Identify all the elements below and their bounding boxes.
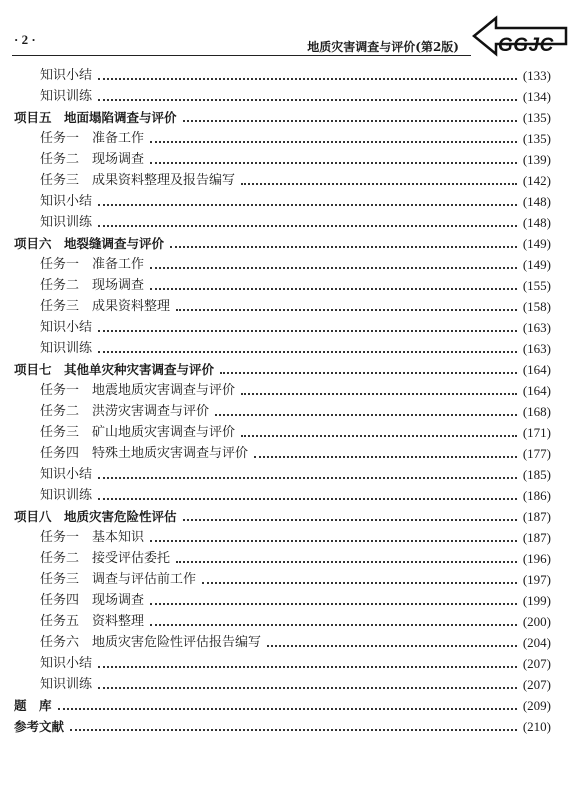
toc-entry[interactable] (0, 401, 571, 422)
toc-entry[interactable] (0, 380, 571, 401)
toc-entry-title: 题 库 (14, 698, 52, 713)
toc-entry-title: 任务一 准备工作 (40, 131, 145, 146)
toc-entry-title: 任务三 成果资料整理 (40, 299, 171, 314)
toc-entry-title: 任务五 资料整理 (40, 614, 145, 629)
toc-entry-title: 知识训练 (40, 215, 93, 230)
dot-leader (202, 582, 517, 584)
toc-entry-title: 项目七 其他单灾种灾害调查与评价 (14, 362, 215, 377)
toc-page-number: (142) (522, 173, 551, 188)
page-number: · 2 · (14, 32, 36, 47)
dot-leader (241, 435, 517, 437)
toc-section-entry[interactable] (0, 107, 571, 128)
toc-entry[interactable] (0, 569, 571, 590)
toc-entry-title: 知识训练 (40, 488, 93, 503)
toc-entry-title: 知识训练 (40, 89, 93, 104)
header-rule (12, 55, 471, 56)
dot-leader (254, 456, 517, 458)
toc-section-entry[interactable] (0, 716, 571, 737)
toc-page-number: (163) (522, 320, 551, 335)
toc-page-number: (171) (522, 425, 551, 440)
toc-entry[interactable] (0, 170, 571, 191)
dot-leader (150, 162, 517, 164)
dot-leader (150, 624, 517, 626)
toc-entry-title: 知识训练 (40, 341, 93, 356)
toc-entry[interactable] (0, 422, 571, 443)
toc-entry-title: 参考文献 (14, 719, 65, 734)
toc-entry-title: 任务二 接受评估委托 (40, 551, 171, 566)
toc-page-number: (199) (522, 593, 551, 608)
toc-entry[interactable] (0, 632, 571, 653)
toc-page-number: (187) (522, 509, 551, 524)
toc-page-number: (133) (522, 68, 551, 83)
toc-entry-title: 任务二 洪涝灾害调查与评价 (40, 404, 210, 419)
dot-leader (215, 414, 517, 416)
publisher-logo (470, 14, 568, 58)
toc-entry[interactable] (0, 464, 571, 485)
toc-entry-title: 任务三 成果资料整理及报告编写 (40, 173, 236, 188)
toc-page-number: (187) (522, 530, 551, 545)
toc-entry[interactable] (0, 611, 571, 632)
dot-leader (98, 477, 517, 479)
book-title: 地质灾害调查与评价(第2版) (307, 40, 459, 54)
dot-leader (241, 393, 517, 395)
toc-entry[interactable] (0, 128, 571, 149)
dot-leader (98, 78, 517, 80)
toc-entry-title: 知识小结 (40, 467, 93, 482)
toc-page-number: (209) (522, 698, 551, 713)
toc-entry-title: 知识训练 (40, 677, 93, 692)
dot-leader (98, 225, 517, 227)
toc-page-number: (186) (522, 488, 551, 503)
toc-entry[interactable] (0, 548, 571, 569)
dot-leader (70, 729, 517, 731)
toc-page-number: (204) (522, 635, 551, 650)
toc-entry[interactable] (0, 590, 571, 611)
toc-page-number: (148) (522, 215, 551, 230)
toc-entry-title: 任务三 矿山地质灾害调查与评价 (40, 425, 236, 440)
toc-entry[interactable] (0, 212, 571, 233)
dot-leader (267, 645, 517, 647)
toc-page-number: (134) (522, 89, 551, 104)
toc-page-number: (135) (522, 110, 551, 125)
toc-page-number: (207) (522, 656, 551, 671)
toc-entry-title: 任务四 特殊土地质灾害调查与评价 (40, 446, 249, 461)
toc-entry[interactable] (0, 254, 571, 275)
toc-entry-title: 任务六 地质灾害危险性评估报告编写 (40, 635, 262, 650)
toc-page-number: (207) (522, 677, 551, 692)
toc-entry[interactable] (0, 527, 571, 548)
toc-entry[interactable] (0, 65, 571, 86)
toc-page-number: (210) (522, 719, 551, 734)
toc-entry[interactable] (0, 338, 571, 359)
dot-leader (183, 120, 517, 122)
toc-page-number: (185) (522, 467, 551, 482)
dot-leader (98, 351, 517, 353)
toc-entry-title: 任务一 地震地质灾害调查与评价 (40, 383, 236, 398)
toc-page-number: (164) (522, 383, 551, 398)
toc-entry-title: 项目六 地裂缝调查与评价 (14, 236, 165, 251)
dot-leader (98, 99, 517, 101)
toc-entry[interactable] (0, 443, 571, 464)
toc-entry-title: 任务二 现场调查 (40, 278, 145, 293)
dot-leader (150, 288, 517, 290)
toc-entry-title: 任务三 调查与评估前工作 (40, 572, 197, 587)
toc-entry-title: 任务二 现场调查 (40, 152, 145, 167)
toc-entry[interactable] (0, 149, 571, 170)
toc-section-entry[interactable] (0, 359, 571, 380)
toc-entry[interactable] (0, 86, 571, 107)
toc-page-number: (200) (522, 614, 551, 629)
dot-leader (98, 204, 517, 206)
toc-entry[interactable] (0, 275, 571, 296)
toc-page-number: (155) (522, 278, 551, 293)
toc-entry-title: 项目八 地质灾害危险性评估 (14, 509, 177, 524)
toc-page-number: (158) (522, 299, 551, 314)
dot-leader (176, 561, 517, 563)
toc-page-number: (177) (522, 446, 551, 461)
toc-entry[interactable] (0, 485, 571, 506)
toc-page-number: (149) (522, 236, 551, 251)
dot-leader (176, 309, 517, 311)
toc-page-number: (163) (522, 341, 551, 356)
dot-leader (98, 330, 517, 332)
toc-page-number: (197) (522, 572, 551, 587)
toc-entry[interactable] (0, 191, 571, 212)
table-of-contents (0, 65, 571, 737)
toc-entry[interactable] (0, 296, 571, 317)
dot-leader (98, 666, 517, 668)
dot-leader (170, 246, 517, 248)
dot-leader (241, 183, 517, 185)
toc-entry-title: 任务一 准备工作 (40, 257, 145, 272)
toc-entry[interactable] (0, 653, 571, 674)
dot-leader (98, 498, 517, 500)
toc-entry-title: 知识小结 (40, 320, 93, 335)
page-header (0, 0, 571, 60)
toc-section-entry[interactable] (0, 695, 571, 716)
dot-leader (150, 141, 517, 143)
toc-page-number: (164) (522, 362, 551, 377)
toc-page-number: (135) (522, 131, 551, 146)
toc-entry-title: 知识小结 (40, 656, 93, 671)
toc-entry[interactable] (0, 317, 571, 338)
dot-leader (183, 519, 517, 521)
toc-page-number: (168) (522, 404, 551, 419)
toc-entry[interactable] (0, 674, 571, 695)
toc-entry-title: 任务一 基本知识 (40, 530, 145, 545)
dot-leader (98, 687, 517, 689)
dot-leader (150, 540, 517, 542)
toc-section-entry[interactable] (0, 506, 571, 527)
toc-entry-title: 知识小结 (40, 68, 93, 83)
toc-entry-title: 任务四 现场调查 (40, 593, 145, 608)
toc-page-number: (149) (522, 257, 551, 272)
toc-page-number: (148) (522, 194, 551, 209)
toc-page-number: (196) (522, 551, 551, 566)
logo-text: GGJC (498, 35, 554, 56)
toc-entry-title: 项目五 地面塌陷调查与评价 (14, 110, 177, 125)
dot-leader (58, 708, 517, 710)
toc-entry-title: 知识小结 (40, 194, 93, 209)
toc-section-entry[interactable] (0, 233, 571, 254)
dot-leader (150, 603, 517, 605)
toc-page-number: (139) (522, 152, 551, 167)
dot-leader (220, 372, 517, 374)
dot-leader (150, 267, 517, 269)
